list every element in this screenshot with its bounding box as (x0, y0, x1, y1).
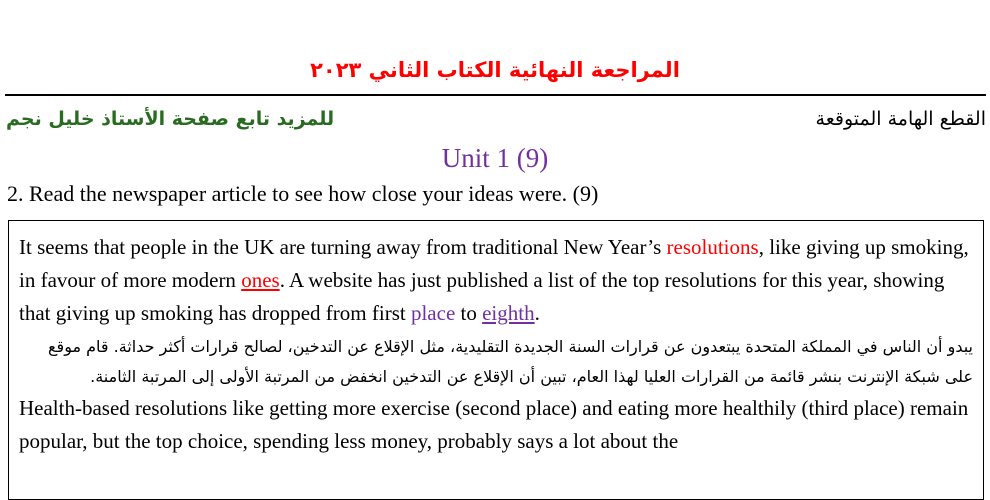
highlight-resolutions: resolutions (666, 235, 759, 259)
unit-title: Unit 1 (9) (441, 143, 549, 173)
article-text: . (534, 301, 540, 325)
article-text: to (455, 301, 483, 325)
expected-passages-label: القطع الهامة المتوقعة (815, 108, 986, 130)
highlight-eighth: eighth (482, 301, 535, 325)
header-divider (5, 94, 986, 96)
article-text: It seems that people in the UK are turning away from traditional New Year’s (19, 235, 667, 259)
arabic-translation: يبدو أن الناس في المملكة المتحدة يبتعدون عن قرارات السنة الجديدة التقليدية، مثل الإقلاع عن التدخين، لصالح قرارات أكثر حداثة. قام موقع على شبكة الإنترنت بنشر قائمة من القرارات العليا لهذا العام، تبين أن الإقلاع عن التدخين انخفض من المرتبة الأولى إلى المرتبة الثامنة. (48, 337, 973, 386)
highlight-ones: ones (241, 268, 280, 292)
page-header-title: المراجعة النهائية الكتاب الثاني ٢٠٢٣ (310, 58, 680, 82)
teacher-page-note: للمزيد تابع صفحة الأستاذ خليل نجم (6, 108, 335, 130)
article-box (8, 220, 984, 500)
highlight-place: place (410, 301, 456, 325)
instruction-text: 2. Read the newspaper article to see how close your ideas were. (9) (7, 181, 599, 206)
article-paragraph-2: Health-based resolutions like getting more exercise (second place) and eating more healthily (third place) remain popular, but the top choice, spending less money, probably says a lot about the (19, 396, 969, 453)
article-text: , like giving up smoking, in favour of more modern (19, 235, 969, 292)
article-text: . A website has just published a list of the top resolutions for this year, showing that giving up smoking has dropped from first (19, 268, 945, 325)
article-paragraph-1 (19, 231, 973, 330)
